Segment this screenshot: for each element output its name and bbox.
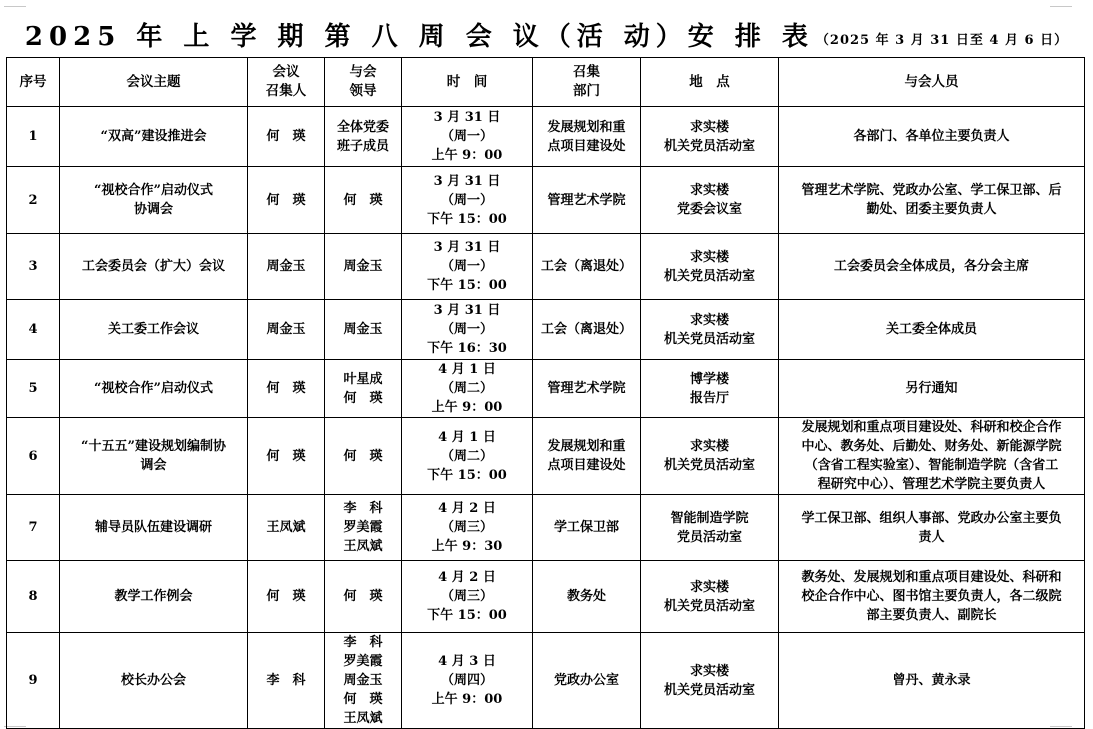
- time-cell-line: 4 月 1 日: [438, 429, 496, 445]
- place-cell-line: 求实楼: [689, 119, 729, 135]
- dept-cell-line: 管理艺术学院: [547, 381, 626, 396]
- time-cell-line: 上午 9：30: [431, 539, 503, 554]
- dept-cell: [533, 167, 641, 234]
- topic-cell-line: 教学工作例会: [114, 589, 193, 604]
- dept-cell-line: 点项目建设处: [547, 458, 626, 473]
- topic-cell: [60, 495, 248, 561]
- leader-cell-line: 李 科: [343, 635, 383, 650]
- dept-cell: [533, 495, 641, 561]
- attendees-cell-line: 程研究中心）、管理艺术学院主要负责人: [817, 477, 1046, 492]
- attendees-cell-line: 中心、教务处、后勤处、财务处、新能源学院: [801, 439, 1062, 454]
- place-cell-line: 求实楼: [689, 183, 729, 198]
- table-row: [7, 633, 1085, 729]
- dept-cell-line: 点项目建设处: [547, 138, 626, 154]
- place-cell-line: 求实楼: [689, 312, 729, 328]
- index-cell: 4: [7, 300, 60, 360]
- leader-cell-line: 王凤斌: [343, 539, 383, 554]
- place-cell: [641, 633, 779, 729]
- table-row: [7, 561, 1085, 633]
- topic-cell: [60, 300, 248, 360]
- header-topic: 会议主题: [60, 58, 248, 107]
- time-cell-line: 4 月 2 日: [438, 501, 496, 516]
- place-cell: [641, 107, 779, 167]
- dept-cell: [533, 107, 641, 167]
- topic-cell: [60, 107, 248, 167]
- header-dept-line: 召集: [573, 64, 600, 80]
- topic-cell-line: “十五五”建设规划编制协: [81, 439, 226, 454]
- attendees-cell-line: 部主要负责人、副院长: [866, 608, 997, 623]
- dept-cell-line: 工会（离退处）: [540, 259, 632, 274]
- dept-cell: [533, 300, 641, 360]
- time-cell-line: 3 月 31 日: [433, 110, 501, 125]
- place-cell: [641, 360, 779, 418]
- leader-cell: [325, 633, 402, 729]
- place-cell-line: 机关党员活动室: [663, 138, 755, 154]
- convener-cell: 何 瑛: [248, 107, 325, 167]
- place-cell-line: 求实楼: [689, 579, 729, 595]
- topic-cell-line: 调会: [140, 458, 167, 473]
- attendees-cell-line: 另行通知: [905, 381, 958, 396]
- time-cell-line: （周三）: [440, 589, 493, 604]
- index-cell: 6: [7, 418, 60, 495]
- attendees-cell-line: （含省工程实验室）、智能制造学院（含省工: [804, 458, 1059, 473]
- leader-cell-line: 何 瑛: [343, 692, 383, 707]
- time-cell-line: （周一）: [440, 129, 493, 144]
- dept-cell-line: 发展规划和重: [547, 439, 626, 454]
- time-cell: [402, 495, 533, 561]
- time-cell-line: 下午 15：00: [427, 278, 507, 293]
- crop-mark-top-right: [1050, 6, 1072, 7]
- dept-cell-line: 学工保卫部: [553, 520, 619, 535]
- convener-cell: 何 瑛: [248, 561, 325, 633]
- attendees-cell: [779, 300, 1085, 360]
- time-cell-line: （周一）: [440, 322, 493, 337]
- time-cell-line: （周三）: [440, 520, 493, 535]
- dept-cell-line: 管理艺术学院: [547, 192, 626, 208]
- attendees-cell-line: 发展规划和重点项目建设处、科研和校企合作: [801, 420, 1062, 435]
- place-cell-line: 博学楼: [689, 371, 729, 387]
- leader-cell-line: 王凤斌: [343, 711, 383, 726]
- time-cell-line: 4 月 1 日: [438, 362, 496, 377]
- place-cell: [641, 418, 779, 495]
- table-row: [7, 234, 1085, 300]
- topic-cell-line: 辅导员队伍建设调研: [94, 520, 212, 535]
- header-leader: [325, 58, 402, 107]
- dept-cell: [533, 561, 641, 633]
- time-cell-line: 上午 9：00: [431, 148, 503, 163]
- time-cell-line: 下午 15：00: [427, 608, 507, 623]
- attendees-cell: [779, 167, 1085, 234]
- header-dept: [533, 58, 641, 107]
- place-cell-line: 机关党员活动室: [663, 331, 755, 347]
- topic-cell-line: 协调会: [133, 202, 173, 217]
- header-leader-line: 与会: [349, 64, 377, 80]
- place-cell: [641, 561, 779, 633]
- header-row: [7, 58, 1085, 107]
- time-cell: [402, 167, 533, 234]
- convener-cell: 何 瑛: [248, 418, 325, 495]
- time-cell: [402, 300, 533, 360]
- topic-cell-line: 关工委工作会议: [107, 322, 199, 337]
- dept-cell-line: 党政办公室: [553, 673, 619, 688]
- crop-mark-top-left: [4, 6, 26, 7]
- convener-cell: 周金玉: [248, 300, 325, 360]
- header-time: 时 间: [402, 58, 533, 107]
- topic-cell-line: “视校合作”启动仪式: [94, 381, 213, 396]
- topic-cell: [60, 234, 248, 300]
- place-cell-line: 报告厅: [689, 390, 729, 406]
- topic-cell: [60, 561, 248, 633]
- dept-cell: [533, 360, 641, 418]
- time-cell: [402, 234, 533, 300]
- schedule-table: [6, 57, 1085, 729]
- index-cell: 7: [7, 495, 60, 561]
- leader-cell-line: 罗美霞: [343, 520, 383, 535]
- dept-cell-line: 发展规划和重: [547, 119, 626, 135]
- dept-cell: [533, 234, 641, 300]
- dept-cell: [533, 633, 641, 729]
- header-convener-line: 召集人: [265, 83, 307, 99]
- attendees-cell-line: 关工委全体成员: [885, 322, 977, 337]
- header-attendees: 与会人员: [779, 58, 1085, 107]
- convener-cell: 王凤斌: [248, 495, 325, 561]
- place-cell-line: 智能制造学院: [670, 510, 749, 526]
- place-cell-line: 求实楼: [689, 439, 729, 454]
- leader-cell: [325, 234, 402, 300]
- leader-cell: [325, 360, 402, 418]
- title-area: [0, 8, 1093, 52]
- attendees-cell-line: 校企合作中心、图书馆主要负责人，各二级院: [801, 589, 1062, 604]
- place-cell-line: 机关党员活动室: [663, 458, 755, 473]
- attendees-cell: [779, 495, 1085, 561]
- convener-cell: 何 瑛: [248, 167, 325, 234]
- attendees-cell: [779, 360, 1085, 418]
- time-cell: [402, 107, 533, 167]
- leader-cell: [325, 561, 402, 633]
- leader-cell: [325, 418, 402, 495]
- leader-cell: [325, 167, 402, 234]
- topic-cell-line: 工会委员会（扩大）会议: [81, 259, 225, 274]
- header-dept-line: 部门: [573, 83, 600, 99]
- page-title: 2025 年 上 学 期 第 八 周 会 议（活 动）安 排 表: [24, 22, 814, 52]
- topic-cell-line: “双高”建设推进会: [100, 129, 207, 144]
- place-cell: [641, 300, 779, 360]
- place-cell: [641, 167, 779, 234]
- table-row: [7, 418, 1085, 495]
- place-cell-line: 求实楼: [689, 663, 729, 679]
- time-cell-line: 下午 15：00: [427, 211, 507, 227]
- header-index: 序号: [7, 58, 60, 107]
- leader-cell-line: 何 瑛: [343, 192, 383, 208]
- table-row: [7, 167, 1085, 234]
- time-cell-line: （周一）: [440, 192, 493, 208]
- leader-cell: [325, 495, 402, 561]
- place-cell-line: 党员活动室: [676, 529, 742, 545]
- table-row: [7, 360, 1085, 418]
- index-cell: 3: [7, 234, 60, 300]
- attendees-cell: [779, 418, 1085, 495]
- header-place: 地 点: [641, 58, 779, 107]
- dept-cell: [533, 418, 641, 495]
- index-cell: 9: [7, 633, 60, 729]
- table-row: [7, 495, 1085, 561]
- topic-cell: [60, 633, 248, 729]
- place-cell-line: 机关党员活动室: [663, 682, 755, 698]
- table-row: [7, 107, 1085, 167]
- attendees-cell: [779, 107, 1085, 167]
- leader-cell: [325, 107, 402, 167]
- attendees-cell-line: 管理艺术学院、党政办公室、学工保卫部、后: [801, 183, 1062, 198]
- time-cell-line: （周二）: [440, 381, 493, 396]
- leader-cell-line: 何 瑛: [343, 589, 383, 604]
- time-cell-line: （周二）: [440, 448, 493, 464]
- leader-cell-line: 班子成员: [336, 138, 389, 154]
- convener-cell: 李 科: [248, 633, 325, 729]
- attendees-cell-line: 学工保卫部、组织人事部、党政办公室主要负: [801, 510, 1062, 526]
- convener-cell: 周金玉: [248, 234, 325, 300]
- time-cell-line: （周一）: [440, 259, 493, 274]
- leader-cell-line: 周金玉: [343, 259, 383, 274]
- time-cell-line: （周四）: [440, 673, 493, 688]
- index-cell: 2: [7, 167, 60, 234]
- header-convener: [248, 58, 325, 107]
- place-cell-line: 党委会议室: [676, 202, 742, 217]
- time-cell: [402, 633, 533, 729]
- leader-cell-line: 全体党委: [336, 119, 389, 135]
- topic-cell: [60, 360, 248, 418]
- time-cell-line: 下午 15：00: [427, 467, 507, 483]
- date-range-subtitle: （2025 年 3 月 31 日至 4 月 6 日）: [815, 33, 1069, 48]
- leader-cell-line: 周金玉: [343, 322, 383, 337]
- place-cell: [641, 234, 779, 300]
- time-cell-line: 3 月 31 日: [433, 240, 501, 255]
- index-cell: 1: [7, 107, 60, 167]
- leader-cell-line: 何 瑛: [343, 390, 383, 406]
- time-cell-line: 上午 9：00: [431, 400, 503, 415]
- header-convener-line: 会议: [272, 64, 300, 80]
- attendees-cell-line: 曾丹、黄永录: [892, 673, 971, 688]
- time-cell-line: 4 月 3 日: [438, 654, 496, 669]
- place-cell-line: 机关党员活动室: [663, 598, 755, 614]
- attendees-cell: [779, 633, 1085, 729]
- time-cell-line: 3 月 31 日: [433, 303, 501, 318]
- leader-cell: [325, 300, 402, 360]
- topic-cell: [60, 167, 248, 234]
- dept-cell-line: 工会（离退处）: [540, 322, 632, 337]
- leader-cell-line: 罗美霞: [343, 654, 383, 669]
- time-cell-line: 上午 9：00: [431, 692, 503, 707]
- dept-cell-line: 教务处: [566, 589, 606, 604]
- header-leader-line: 领导: [349, 83, 377, 99]
- leader-cell-line: 李 科: [343, 501, 383, 516]
- attendees-cell-line: 工会委员会全体成员，各分会主席: [833, 259, 1029, 274]
- attendees-cell-line: 教务处、发展规划和重点项目建设处、科研和: [801, 570, 1062, 585]
- place-cell: [641, 495, 779, 561]
- time-cell: [402, 360, 533, 418]
- time-cell-line: 4 月 2 日: [438, 570, 496, 585]
- time-cell-line: 3 月 31 日: [433, 173, 501, 189]
- index-cell: 5: [7, 360, 60, 418]
- topic-cell-line: 校长办公会: [120, 673, 186, 688]
- leader-cell-line: 周金玉: [343, 673, 383, 688]
- leader-cell-line: 何 瑛: [343, 448, 383, 464]
- time-cell: [402, 561, 533, 633]
- topic-cell: [60, 418, 248, 495]
- table-row: [7, 300, 1085, 360]
- attendees-cell: [779, 234, 1085, 300]
- place-cell-line: 机关党员活动室: [663, 268, 755, 284]
- convener-cell: 何 瑛: [248, 360, 325, 418]
- time-cell-line: 下午 16：30: [427, 341, 507, 356]
- attendees-cell-line: 责人: [918, 529, 945, 545]
- index-cell: 8: [7, 561, 60, 633]
- topic-cell-line: “视校合作”启动仪式: [94, 183, 213, 198]
- attendees-cell-line: 各部门、各单位主要负责人: [853, 129, 1010, 144]
- attendees-cell: [779, 561, 1085, 633]
- place-cell-line: 求实楼: [689, 249, 729, 265]
- leader-cell-line: 叶星成: [343, 371, 383, 387]
- time-cell: [402, 418, 533, 495]
- attendees-cell-line: 勤处、团委主要负责人: [866, 202, 997, 217]
